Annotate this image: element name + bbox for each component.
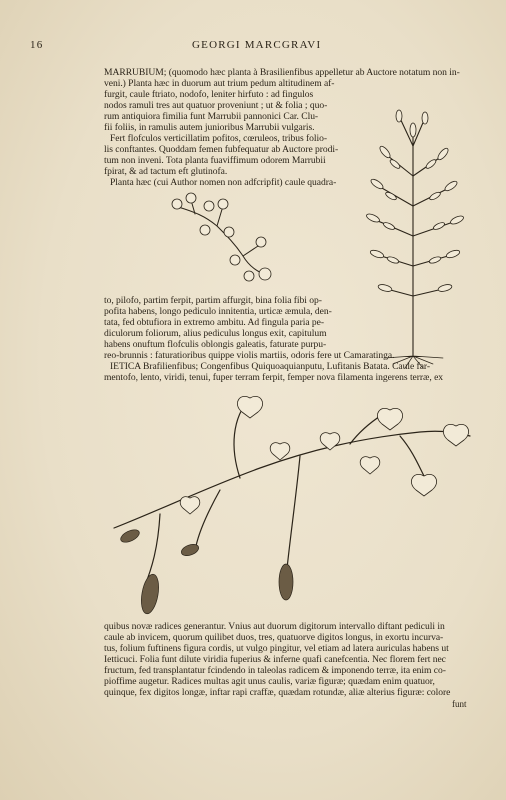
creeping-plant-illustration xyxy=(165,186,285,286)
text-line: veni.) Planta hæc in duorum aut trium pedum altitudinem af- xyxy=(104,78,335,89)
text-line: tus, folium fuftinens figura cordis, ut vulgo pingitur, vel etiam ad latera auriculas habens ut xyxy=(104,643,449,654)
text-line: quinque, fex digitos longæ, inftar rapi craffæ, quædam rotundæ, aliæ alterius figuræ: colore xyxy=(104,687,451,698)
text-line: pofita habens, longo pediculo innitentia, urticæ æmula, den- xyxy=(104,306,332,317)
text-line: IETICA Brafilienfibus; Congenfibus Quiquoaquianputu, Lufitanis Batata. Caule far- xyxy=(110,361,431,372)
text-line: reo-brunnis : faturatioribus quippe violis martiis, odoris fere ut Camaratinga. xyxy=(104,350,395,361)
text-line: lis conftantes. Quoddam femen fubfequatur ab Auctore prodi- xyxy=(104,144,339,155)
text-line: habens onuftum flofculis oblongis galeatis, faturate purpu- xyxy=(104,339,327,350)
text-line: to, pilofo, partim ferpit, partim affurgit, bina folia fibi op- xyxy=(104,295,322,306)
text-line: quibus novæ radices generantur. Vnius aut duorum digitorum intervallo diftant pediculi in xyxy=(104,621,445,632)
text-line: fructum, fed transplantatur fcindendo in taleolas radicem & imponendo terræ, ita enim co- xyxy=(104,665,446,676)
text-line: caule ab invicem, quorum quilibet duos, tres, quatuorve digitos longus, in exortu incurva- xyxy=(104,632,444,643)
catchword: funt xyxy=(452,699,467,709)
text-line: mentofo, lento, viridi, tenui, fuper terram ferpit, femper nova filamenta ingerens terræ, ex xyxy=(104,372,444,383)
text-line: tum non inveni. Tota planta fuaviffimum odorem Marrubii xyxy=(104,155,326,166)
text-line: fpirat, & ad tactum eft glutinofa. xyxy=(104,166,228,177)
page-number: 16 xyxy=(30,39,44,51)
running-title: GEORGI MARCGRAVI xyxy=(192,39,322,51)
text-line: Fert flofculos verticillatim pofitos, cœruleos, tribus folio- xyxy=(110,133,328,144)
marrubium-plant-illustration xyxy=(355,106,473,368)
text-line: Ietticuci. Folia funt dilute viridia fuperius & inferne quafi canefcentia. Nec florem fert nec xyxy=(104,654,446,665)
text-line: nodos ramuli tres aut quatuor proveniunt ; ut & folia ; quo- xyxy=(104,100,328,111)
text-line: fii foliis, in ramulis autem junioribus Marrubii vulgaris. xyxy=(104,122,315,133)
batata-plant-illustration xyxy=(100,378,480,616)
text-line: diculorum foliorum, alius pediculus longus exit, capitulum xyxy=(104,328,327,339)
text-line: Planta hæc (cui Author nomen non adfcripfit) caule quadra- xyxy=(110,177,337,188)
text-line: MARRUBIUM; (quomodo hæc planta à Brasilienfibus appelletur ab Auctore notatum non in- xyxy=(104,67,460,78)
text-line: furgit, caule ftriato, nodofo, leniter hirfuto : ad fingulos xyxy=(104,89,314,100)
text-line: rum antiquiora fimilia funt Marrubii pannonici Car. Clu- xyxy=(104,111,319,122)
text-line: tata, fed obtufiora in extremo ambitu. Ad fingula paria pe- xyxy=(104,317,325,328)
text-line: pioffime augetur. Radices multas agit unus caulis, variæ figuræ; quædam enim quatuor, xyxy=(104,676,435,687)
